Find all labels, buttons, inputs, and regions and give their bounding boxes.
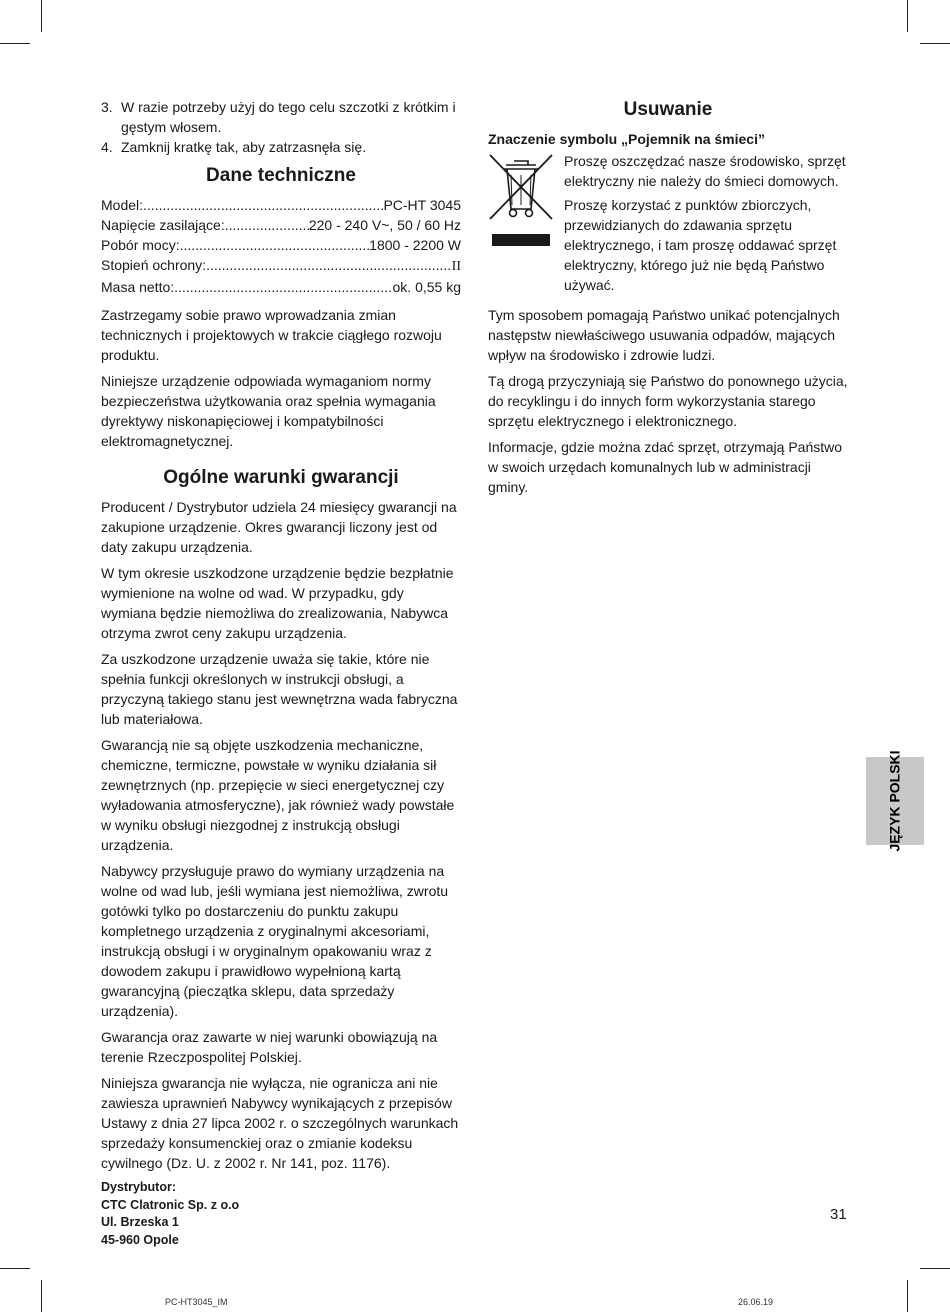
spec-value: ok. 0,55 kg (392, 279, 461, 295)
symbol-block (488, 151, 848, 299)
list-item (101, 137, 461, 157)
spec-row (101, 235, 461, 255)
footer-doc-id: PC-HT3045_IM (165, 1297, 228, 1307)
distributor-label: Dystrybutor: (101, 1180, 177, 1194)
spec-label: Masa netto: (101, 279, 175, 295)
leader-dots (174, 277, 392, 297)
crop-mark-tr-v (907, 0, 908, 32)
cleaning-steps (101, 97, 461, 157)
list-item (101, 97, 461, 137)
spec-value: II (451, 259, 461, 274)
right-column (488, 97, 848, 503)
leader-dots (143, 195, 383, 215)
crop-mark-bl-h (0, 1268, 30, 1269)
crop-mark-br-v (907, 1280, 908, 1312)
crop-mark-tl-v (41, 0, 42, 32)
disposal-paragraph: Tą drogą przyczyniają się Państwo do ponownego użycia, do recyklingu i do innych form wykorzystania starego sprzętu elektrycznego i elektronicznego. (488, 373, 848, 429)
leader-dots (225, 215, 309, 235)
spec-label: Stopień ochrony: (101, 257, 207, 273)
warranty-paragraph: Gwarancja oraz zawarte w niej warunki obowiązują na terenie Rzeczpospolitej Polskiej. (101, 1029, 438, 1065)
symbol-paragraph: Proszę oszczędzać nasze środowisko, sprzęt elektryczny nie należy do śmieci domowych. (564, 153, 846, 189)
warranty-paragraph: Niniejsza gwarancja nie wyłącza, nie ogranicza ani nie zawiesza uprawnień Nabywcy wynikających z przepisów Ustawy z dnia 27 lipca 2002 r. o szczególnych warunkach sprzedaży konsumenckiej oraz o zmianie kodeksu cywilnego (Dz. U. z 2002 r. Nr 141, poz. 1176). (101, 1075, 459, 1171)
spec-value: 220 - 240 V~, 50 / 60 Hz (308, 217, 461, 233)
spec-row (101, 195, 461, 215)
leader-dots (206, 255, 452, 275)
warranty-heading: Ogólne warunki gwarancji (163, 467, 399, 488)
crop-mark-br-h (920, 1268, 950, 1269)
step-text: Zamknij kratkę tak, aby zatrzasnęła się. (121, 139, 367, 155)
page-number: 31 (830, 1206, 847, 1223)
distributor-street: Ul. Brzeska 1 (101, 1215, 179, 1229)
distributor-city: 45-960 Opole (101, 1232, 179, 1247)
language-tab (866, 750, 924, 852)
language-tab-label: JĘZYK POLSKI (887, 750, 904, 852)
step-text: W razie potrzeby użyj do tego celu szczotki z krótkim i gęstym włosem. (121, 99, 456, 135)
crop-mark-tl-h (0, 43, 30, 44)
spec-row (101, 277, 461, 297)
tech-paragraph: Zastrzegamy sobie prawo wprowadzania zmian technicznych i projektowych w trakcie ciągłego rozwoju produktu. (101, 307, 442, 363)
warranty-paragraph: Producent / Dystrybutor udziela 24 miesięcy gwarancji na zakupione urządzenie. Okres gwarancji liczony jest od daty zakupu urządzenia. (101, 499, 457, 555)
disposal-subheading: Znaczenie symbolu „Pojemnik na śmieci” (488, 131, 765, 147)
left-column (101, 97, 461, 1249)
warranty-paragraph: Za uszkodzone urządzenie uważa się takie, które nie spełnia funkcji określonych w instrukcji obsługi, a przyczyną takiego stanu jest wewnętrzna wada fabryczna lub materiałowa. (101, 651, 458, 727)
spec-label: Napięcie zasilające: (101, 217, 225, 233)
tech-data-heading: Dane techniczne (206, 165, 356, 186)
disposal-paragraph: Tym sposobem pomagają Państwo unikać potencjalnych następstw niewłaściwego usuwania odpadów, mających wpływ na środowisko i zdrowie ludzi. (488, 307, 840, 363)
spec-value: PC-HT 3045 (383, 197, 461, 213)
step-number: 3. (101, 99, 113, 115)
crop-mark-tr-h (920, 43, 950, 44)
spec-list (101, 195, 461, 297)
disposal-heading: Usuwanie (623, 99, 713, 120)
warranty-paragraph: Nabywcy przysługuje prawo do wymiany urządzenia na wolne od wad lub, jeśli wymiana jest niemożliwa, zwrotu gotówki tylko po dostarczeniu do punktu zakupu kompletnego urządzenia z oryginalnymi akcesoriami, instrukcją obsługi i w oryginalnym opakowaniu wraz z dowodem zakupu i prawidłowo wypełnioną kartą gwarancyjną (pieczątka sklepu, data sprzedaży urządzenia). (101, 863, 449, 1019)
distributor-name: CTC Clatronic Sp. z o.o (101, 1197, 240, 1212)
warranty-paragraph: W tym okresie uszkodzone urządzenie będzie bezpłatnie wymienione na wolne od wad. W przypadku, gdy wymiana będzie niemożliwa do zrealizowania, Nabywca otrzyma zwrot ceny zakupu urządzenia. (101, 565, 454, 641)
step-number: 4. (101, 139, 113, 155)
distributor-block (101, 1179, 461, 1249)
spec-label: Model: (101, 197, 144, 213)
crossed-out-wheelie-bin-icon (488, 151, 554, 249)
crop-mark-bl-v (41, 1280, 42, 1312)
footer-date: 26.06.19 (738, 1297, 774, 1307)
tech-paragraph: Niniejsze urządzenie odpowiada wymaganiom normy bezpieczeństwa użytkowania oraz spełnia wymagania dyrektywy niskonapięciowej i kompatybilności elektromagnetycznej. (101, 373, 436, 449)
warranty-paragraph: Gwarancją nie są objęte uszkodzenia mechaniczne, chemiczne, termiczne, powstałe w wyniku działania sił zewnętrznych (np. przepięcie w sieci energetycznej czy wyładowania atmosferyczne), jak również wady powstałe w wyniku obsługi niezgodnej z instrukcją obsługi urządzenia. (101, 737, 455, 853)
disposal-paragraph: Informacje, gdzie można zdać sprzęt, otrzymają Państwo w swoich urzędach komunalnych lub w administracji gminy. (488, 439, 843, 495)
symbol-text (564, 151, 848, 299)
spec-value: 1800 - 2200 W (369, 237, 461, 253)
symbol-paragraph: Proszę korzystać z punktów zbiorczych, przewidzianych do zdawania sprzętu elektrycznego, i tam proszę oddawać sprzęt elektryczny, którego już nie będą Państwo używać. (564, 197, 837, 293)
spec-label: Pobór mocy: (101, 237, 180, 253)
spec-row (101, 215, 461, 235)
spec-row (101, 255, 461, 277)
leader-dots (180, 235, 370, 255)
